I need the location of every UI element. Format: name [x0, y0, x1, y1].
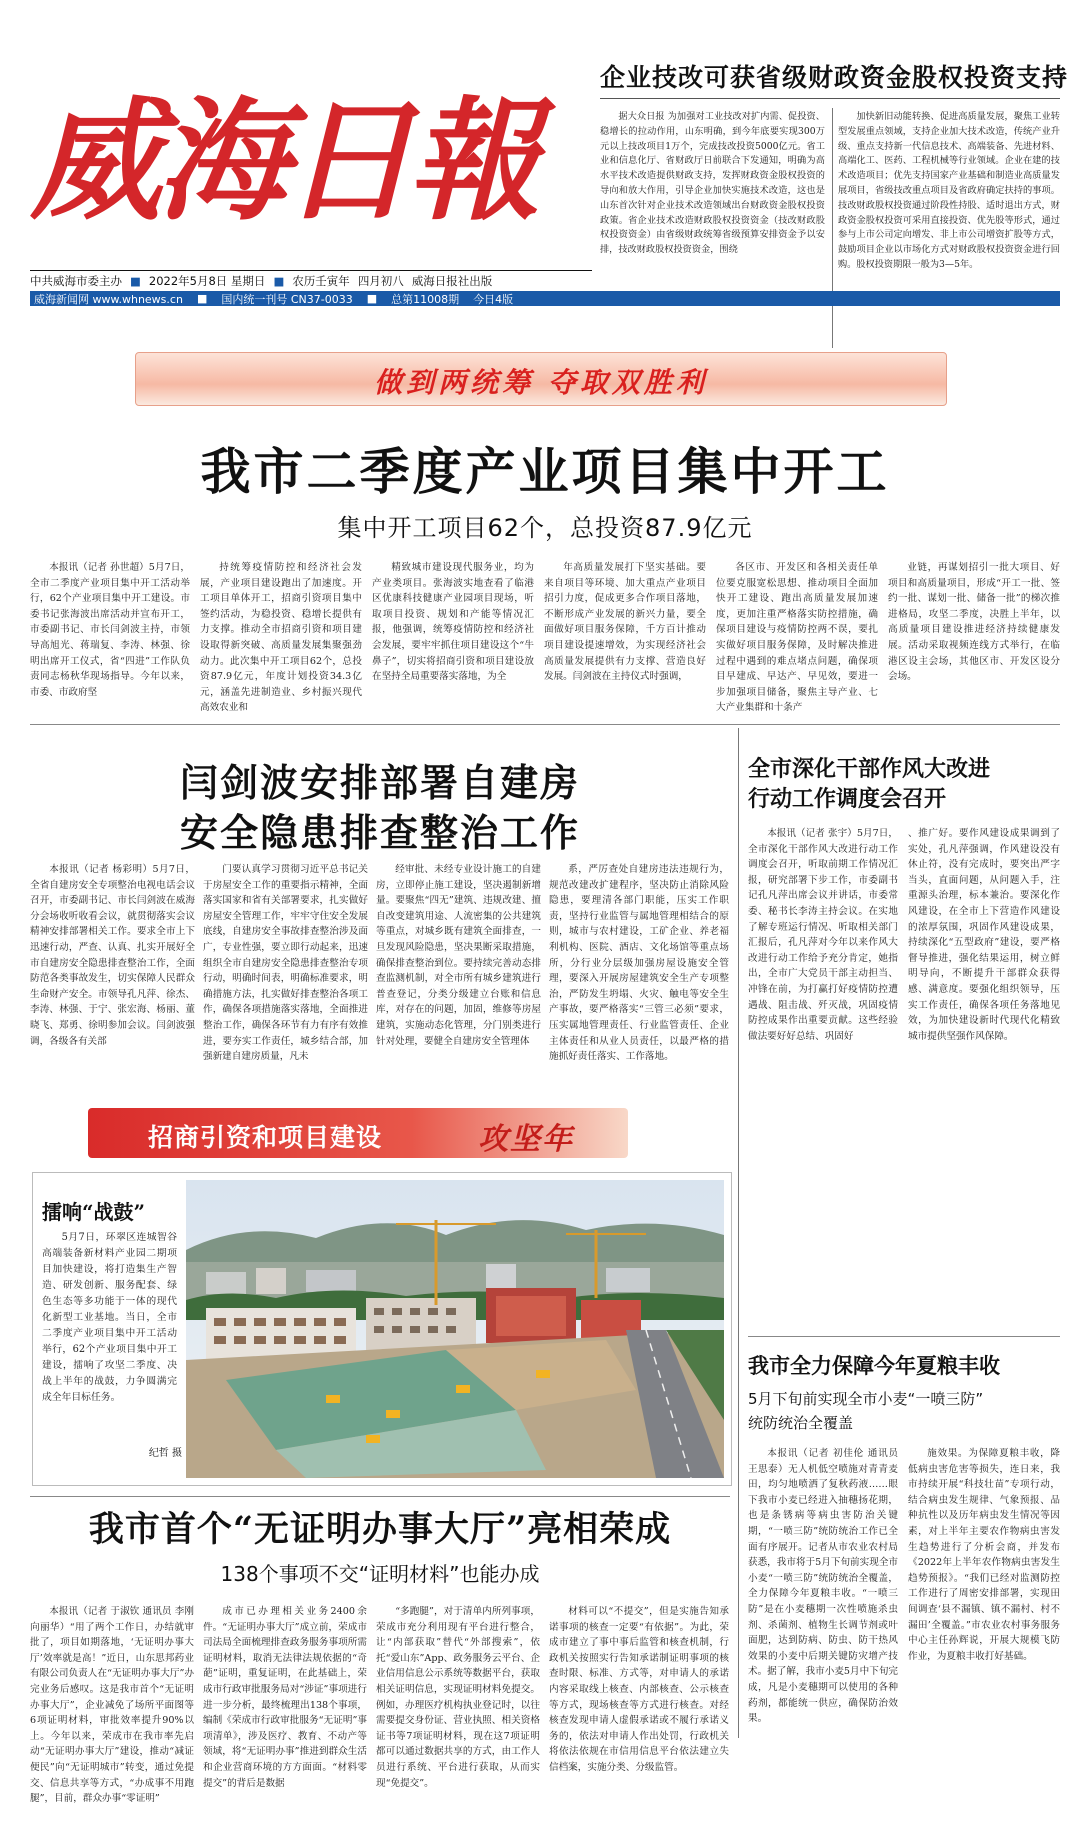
- bottom-story-col2: 成市已办理相关业务2400余件。“无证明办事大厅”成立前，荣成市司法局全面梳理排查政务服务事项所需证明材料，取消无法律法规依据的“奇葩”证明，重复证明，在此基础上，荣成市行政审批服务局对“涉证”事项进行进一步分析，最终梳理出138个事项，编制《荣成市行政审批服务“无证明”事项清单》，涉及医疗、教育、不动产等领域，将“无证明办事”推进到群众生活和企业营商环境的方方面面。“材料零提交”的背后是数据: [203, 1606, 367, 1789]
- main-story-col3: 精致城市建设现代服务业，均为产业类项目。张海波实地查看了临港区优康科技健康产业园项目现场，听取项目投资、规划和产能等情况汇报，他强调，统筹疫情防控和经济社会发展，要牢牢抓住项目建设这个“牛鼻子”，切实将招商引资和项目建设放在坚持全局重要落实落地，为全: [372, 562, 534, 683]
- main-story-col1: 本报讯（记者 孙世超）5月7日，全市二季度产业项目集中开工活动举行，62个产业项目集中开工建设。市委书记张海波出席活动并宣布开工，市委副书记、市长闫剑波主持，市领导高旭光、蒋瑞复、李涛、林强、徐明出席开工仪式，省“四进”工作队负责同志杨秋华现场指导。今年以来，市委、市政府坚: [30, 562, 190, 698]
- main-story-col2: 持统筹疫情防控和经济社会发展，产业项目建设跑出了加速度。开工项目单体开工，招商引资项目集中签约活动，为稳投资、稳增长提供有力支撑。推动全市招商引资和项目建设取得新突破、高质量发展集聚强劲动力。此次集中开工项目62个，总投资87.9亿元，年度计划投资34.3亿元，涵盖先进制造业、乡村振兴现代高效农业和: [200, 562, 362, 714]
- second-story-title-line2: 安全隐患排查整治工作: [179, 810, 580, 855]
- square-bullet-icon: ■: [130, 274, 141, 288]
- main-story-title: 我市二季度产业项目集中开工: [200, 442, 890, 501]
- masthead-lunar-year: 农历壬寅年: [292, 274, 350, 288]
- right-story2-title: 我市全力保障今年夏粮丰收: [748, 1353, 1000, 1378]
- right-story2-subtitle-line1: 5月下旬前实现全市小麦“一喷三防”: [748, 1390, 984, 1408]
- second-story-col3: 经审批、未经专业设计施工的自建房，立即停止施工建设，坚决遏制新增量。要聚焦“四无”建筑、违规改建、擅自改变建筑用途、人流密集的公共建筑等重点，对城乡既有建筑全面排查，一旦发现风险隐患，坚决果断采取措施，确保排查整治到位。要持续完善动态排查监测机制，对全市所有城乡建筑进行普查登记，分类分级建立台账和信息库，对存在的问题，加固，维修等房屋建筑，实施动态化管理，分门别类进行针对处理，要健全自建房安全管理体: [376, 864, 541, 1047]
- right-story1-title-line1: 全市深化干部作风大改进: [748, 756, 991, 782]
- masthead-info-row: [30, 272, 592, 290]
- banner-blue-text-accent: 攻坚年: [478, 1122, 574, 1157]
- photo-story-credit: 纪哲 摄: [148, 1448, 182, 1459]
- lead-story-col2: 加快新旧动能转换、促进高质量发展，聚焦工业转型发展重点领域，支持企业加大技术改造，传统产业升级、重点支持新一代信息技术、高端装备、先进材料、高端化工、医药、工程机械等行业领域。企业在建的技术改造项目；优先支持国家产业基础和制造业高质量发展项目，省级技改重点项目及省政府确定扶持的事项。技改财政股权投资通过阶段性持股、适时退出方式，财政资金股权投资可采用直接投资、优先股等形式，通过参与上市公司定向增发、非上市公司增资扩股等方式，鼓励项目企业以市场化方式对财政股权投资资金进行回购。股权投资期限一般为3—5年。: [838, 111, 1060, 270]
- bottom-story-title: 我市首个“无证明办事大厅”亮相荣成: [88, 1509, 672, 1550]
- square-bullet-icon: ■: [196, 292, 208, 305]
- construction-site-photo: [186, 1180, 724, 1478]
- masthead-website[interactable]: 威海新闻网 www.whnews.cn: [34, 292, 183, 306]
- bottom-story-col1: 本报讯（记者 于淑钦 通讯员 李刚 向丽华）“用了两个工作日，办结就审批了，项目如期落地，‘无证明办事大厅’效率就是高！”近日，山东思邦药业有限公司负责人在“无证明办事大厅”办完业务后感叹。这是我市首个“无证明办事大厅”，企业减免了场所平面图等6项证明材料，审批效率提升90%以上。今年以来，荣成市在我市率先启动“无证明办事大厅”建设，推动“减证便民”向“无证明城市”转变，通过免提交、信息共享等方式，“办成事不用跑腿”，目前，群众办事“零证明”: [30, 1606, 194, 1805]
- masthead-blue-bar: [30, 291, 1060, 306]
- masthead-issue: 总第11008期: [391, 292, 460, 306]
- right-story1-title-line2: 行动工作调度会召开: [748, 786, 947, 812]
- svg-text:威海日報: 威海日報: [30, 84, 534, 232]
- right-story2-col1: 本报讯（记者 初佳伦 通讯员 王思泰）无人机低空喷施对青青麦田，均匀地喷洒了复秋药液……眼下我市小麦已经进入抽穗扬花期，也是条锈病等病虫害防治关键期，“一喷三防”统防统治工作已全面有序展开。记者从市农业农村局获悉，我市将于5月下旬前实现全市小麦“一喷三防”统防统治全覆盖，全力保障今年夏粮丰收。“一喷三防”是在小麦穗期一次性喷施杀虫剂、杀菌剂、植物生长调节剂或叶面肥，达到防病、防虫、防干热风效果的小麦中后期关键防灾增产技术。据了解，我市小麦5月中下旬完成，凡是小麦穗期可以使用的各种药剂，都能统一供应，确保防治效果。: [748, 1448, 898, 1725]
- main-story-col4: 年高质量发展打下坚实基础。要来自项目等环境、加大重点产业项目招引力度，促成更多合作项目落地，不断形成产业发展的新兴力量，要全面做好项目服务保障，千方百计推动项目建设提速增效，为实现经济社会高质量发展提供有力支撑、营造良好发展。闫剑波在主持仪式时强调，: [544, 562, 706, 683]
- masthead-publisher: 中共威海市委主办: [30, 274, 122, 288]
- masthead-pages: 今日4版: [473, 292, 514, 306]
- masthead-logo: [30, 82, 570, 232]
- right-story2-subtitle-line2: 统防统治全覆盖: [748, 1414, 854, 1432]
- banner-red: [135, 352, 947, 406]
- photo-story-heading: 擂响“战鼓”: [42, 1200, 146, 1224]
- masthead-lunar-day: 四月初八: [357, 274, 404, 288]
- square-bullet-icon: ■: [366, 292, 378, 305]
- masthead-press: 威海日报社出版: [411, 274, 493, 288]
- right-story2-col2: 施效果。为保障夏粮丰收，降低病虫害危害等损失，连日来，我市持续开展“科技壮苗”专项行动，结合病虫发生规律、气象预报、品种抗性以及历年病虫发生情况等因素，对上半年主要农作物病虫害发生趋势进行了分析会商，并发布《2022年上半年农作物病虫害发生趋势预报》。“我们已经对监测防控工作进行了周密安排部署，实现田间调查‘县不漏镇、镇不漏村、村不漏田’全覆盖。”市农业农村事务服务中心主任孙辉说，开展大规模飞防作业，为夏粮丰收打好基础。: [908, 1448, 1060, 1662]
- main-story-col5: 各区市、开发区和各相关责任单位要克服宽松思想、推动项目全面加快开工建设、跑出高质量发展加速度，更加注重严格落实防控措施，确保项目建设与疫情防控两不误，要扎实做好项目服务保障，及时解决推进过程中遇到的难点堵点问题，确保项目早建成、早达产、早见效，要进一步加强项目储备，聚焦主导产业、七大产业集群和十条产: [716, 562, 878, 714]
- second-story-col1: 本报讯（记者 杨彩明）5月7日，全省自建房安全专项整治电视电话会议召开，市委副书记、市长闫剑波在威海分会场收听收看会议，就贯彻落实会议精神安排部署相关工作。要求全市上下迅速行动，严查、认真、扎实开展好全市自建房安全隐患排查整治工作，全面防范各类事故发生，切实保障人民群众生命财产安全。市领导孔凡萍、徐杰、李涛、林强、于宁、张宏海、杨丽、董晓飞、郑勇、徐明参加会议。闫剑波强调，各级各有关部: [30, 864, 195, 1047]
- right-story1-col2: 、推广好。要作风建设成果调到了实处，孔凡萍强调，作风建设没有休止符，没有完成时，要突出严字当头，直面问题，从问题入手，注重源头治理，标本兼治。要深化作风建设，在全市上下营造作风建设的浓厚氛围，巩固作风建设成果，持续深化“五型政府”建设，要严格督导推进，强化结果运用，树立鲜明导向，不断提升干部群众获得感、满意度。要强化组织领导，压实工作责任，确保各项任务落地见效，为加快建设新时代现代化精致城市提供坚强作风保障。: [908, 828, 1060, 1042]
- main-story-col6: 业链，再谋划招引一批大项目、好项目和高质量项目，形成“开工一批、签约一批、谋划一批、储备一批”的梯次推进格局，攻坚二季度，决胜上半年，以高质量项目建设推进经济持续健康发展。活动采取视频连线方式举行，在临港区设主会场，其他区市、开发区设分会场。: [888, 562, 1060, 683]
- masthead-date: 2022年5月8日 星期日: [148, 274, 266, 288]
- main-story-subtitle: 集中开工项目62个，总投资87.9亿元: [337, 514, 753, 542]
- second-story-title-line1: 闫剑波安排部署自建房: [179, 760, 580, 805]
- banner-blue: [88, 1108, 628, 1158]
- photo-story-caption: 5月7日，环翠区连城智谷高端装备新材料产业园二期项目加快建设，将打造集生产智造、研发创新、服务配套、绿色生态等多功能于一体的现代化新型工业基地。当日，全市二季度产业项目集中开工活动举行，62个产业项目集中开工建设，擂响了攻坚二季度、决战上半年的战鼓，力争圆满完成全年目标任务。: [42, 1232, 177, 1403]
- masthead-cn-number: 国内统一刊号 CN37-0033: [221, 292, 353, 306]
- right-story1-col1: 本报讯（记者 张宇）5月7日，全市深化干部作风大改进行动工作调度会召开，听取前期工作情况汇报，研究部署下步工作，市委副书记孔凡萍出席会议并讲话，市委常委、秘书长李涛主持会议。在实地了解专班运行情况、听取相关部门汇报后，孔凡萍对今年以来作风大改进行动工作给予充分肯定，她指出，全市广大党员干部主动担当、冲锋在前，为打赢打好疫情防控遭遇战、阻击战、歼灭战，巩固疫情防控成果作出重要贡献。这些经验做法要好好总结、巩固好: [748, 828, 898, 1042]
- lead-story-col1: 据大众日报 为加强对工业技改对扩内需、促投资、稳增长的拉动作用，山东明确，到今年底要实现300万元以上技改项目1万个，完成技改投资5000亿元。省工业和信息化厅、省财政厅日前联合下发通知，明确为高水平技术改造提供财政支持，发挥财政资金股权投资的导向和放大作用，引导企业加快实施技术改造，这也是山东首次针对企业技术改造领域出台财政资金股权投资政策。省企业技术改造财政股权投资资金（技改财政股权投资资金）由省级财政统筹省级预算安排资金予以安排，技改财政股权投资资金，围绕: [600, 111, 825, 256]
- square-bullet-icon: ■: [273, 274, 285, 288]
- masthead-logo-art: [30, 82, 570, 232]
- banner-blue-text-main: 招商引资和项目建设: [148, 1123, 383, 1152]
- second-story-col4: 系，严厉查处自建房违法违规行为，规范改建改扩建程序，坚决防止消除风险隐患，要理清各部门职能，压实工作职责，坚持行业监管与属地管理相结合的原则，城市与农村建设，工矿企业、养老福利机构、医院、酒店、文化场馆等重点场所，分行业分层级加强房屋设施安全管理，要深入开展房屋建筑安全生产专项整治，严防发生坍塌、火灾、触电等安全生产事故，要严格落实“三管三必须”要求，压实属地管理责任、行业监管责任、企业主体责任和从业人员责任，以最严格的措施抓好责任落实、工作落地。: [549, 864, 729, 1063]
- lead-story-title: 企业技改可获省级财政资金股权投资支持: [600, 63, 1069, 92]
- bottom-story-col3: “多跑腿”，对于清单内所列事项，荣成市充分利用现有平台进行整合，让“内部获取”替代“外部搜索”，依托“爱山东”App、政务服务云平台、企业信用信息公示系统等数据平台，获取相关证明信息，实现证明材料免提交。例如，办理医疗机构执业登记时，以往需要提交身份证、营业执照、相关资格证书等7项证明材料，现在这7项证明都可以通过数据共享的方式，由工作人员进行系统、平台进行获取，从而实现“免提交”。: [376, 1606, 540, 1789]
- second-story-col2: 门要认真学习贯彻习近平总书记关于房屋安全工作的重要指示精神，全面落实国家和省有关部署要求，扎实做好房屋安全管理工作，牢牢守住安全发展底线，自建房安全事故排查整治涉及面广，专业性强，要立即行动起来，迅速组织全市自建房安全隐患排查整治专项行动，明确时间表，明确标准要求，明确措施方法，扎实做好排查整治各项工作，确保各项措施落实落地，全面推进整治工作，确保各环节有力有序有效推进，要夯实工作责任，城乡结合部，加强新建自建房质量，凡未: [203, 864, 368, 1063]
- bottom-story-col4: 材料可以“不提交”，但是实施告知承诺事项的核查一定要“有依据”。为此，荣成市建立了事中事后监管和核查机制，行政机关按照实行告知承诺制证明事项的核查时限、标准、方式等，对申请人的承诺内容采取线上核查、内部核查、公示核查等方式，现场核查等方式进行核查。对经核查发现申请人虚假承诺或不履行承诺义务的，依法对申请人作出处罚，行政机关将依法依规在市信用信息平台依法建立失信档案，实施分类、分级监管。: [549, 1606, 729, 1773]
- banner-red-text: 做到两统筹 夺取双胜利: [374, 366, 708, 399]
- bottom-story-subtitle: 138个事项不交“证明材料”也能办成: [220, 1562, 540, 1586]
